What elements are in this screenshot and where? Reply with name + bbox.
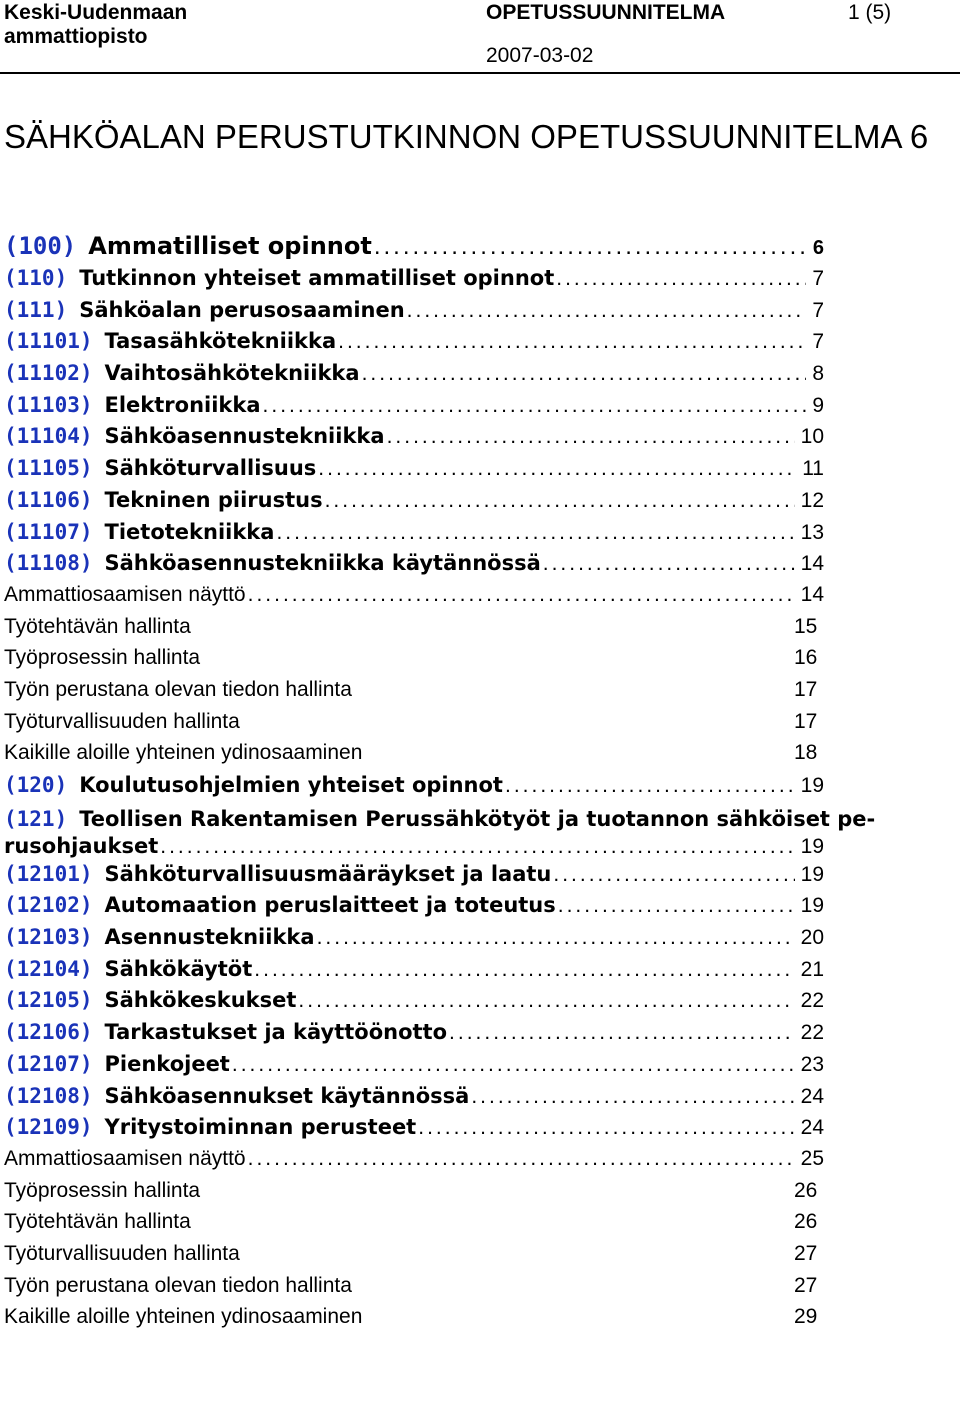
toc-entry-title: Tietotekniikka bbox=[104, 519, 275, 544]
toc-entry-title: Sähkökeskukset bbox=[104, 988, 297, 1013]
toc-entry-page: 18 bbox=[794, 741, 818, 765]
toc-entry[interactable] bbox=[4, 957, 824, 989]
toc-entry-title: Ammatilliset opinnot bbox=[88, 232, 372, 260]
toc-entry-page: 22 bbox=[800, 989, 824, 1013]
toc-entry-page: 26 bbox=[794, 1178, 818, 1202]
page-indicator: 1 (5) bbox=[848, 1, 892, 24]
toc-entry[interactable] bbox=[4, 1115, 824, 1147]
toc-entry[interactable] bbox=[4, 1052, 824, 1084]
dot-leader bbox=[160, 835, 794, 859]
toc-entry-page: 24 bbox=[800, 1116, 824, 1140]
toc-entry[interactable] bbox=[4, 329, 824, 361]
toc-entry-code: (11106) bbox=[4, 487, 93, 512]
toc-entry-code: (12104) bbox=[4, 956, 93, 981]
toc-entry-page: 22 bbox=[800, 1021, 824, 1045]
toc-entry-title: Työprosessin hallinta bbox=[4, 646, 201, 670]
toc-entry[interactable] bbox=[4, 1305, 824, 1337]
toc-entry-page: 7 bbox=[812, 298, 824, 322]
dot-leader bbox=[318, 457, 796, 481]
toc-entry-title: Sähköasennustekniikka käytännössä bbox=[104, 551, 541, 576]
toc-entry-code: (11102) bbox=[4, 361, 93, 386]
toc-entry[interactable] bbox=[4, 266, 824, 298]
toc-entry[interactable] bbox=[4, 893, 824, 925]
toc-entry[interactable] bbox=[4, 773, 824, 805]
toc-entry-page: 24 bbox=[800, 1084, 824, 1108]
toc-entry[interactable] bbox=[4, 520, 824, 552]
dot-leader bbox=[232, 1053, 795, 1077]
toc-entry-code: (12106) bbox=[4, 1020, 93, 1045]
dot-leader bbox=[387, 425, 795, 449]
toc-entry-code: (12108) bbox=[4, 1083, 93, 1108]
toc-entry[interactable] bbox=[4, 1242, 824, 1274]
toc-entry-code: (100) bbox=[4, 232, 77, 260]
organization-name: Keski-Uudenmaan ammattiopisto bbox=[4, 1, 188, 48]
toc-entry-page: 14 bbox=[800, 552, 824, 576]
dot-leader bbox=[317, 926, 795, 950]
toc-entry-code: (11108) bbox=[4, 551, 93, 576]
dot-leader bbox=[418, 1116, 794, 1140]
dot-leader bbox=[553, 863, 794, 887]
dot-leader bbox=[407, 299, 807, 323]
toc-entry[interactable] bbox=[4, 615, 824, 647]
toc-entry-page: 7 bbox=[812, 330, 824, 354]
toc-entry-line bbox=[4, 834, 824, 862]
toc-entry[interactable] bbox=[4, 1274, 824, 1306]
toc-entry-page: 27 bbox=[794, 1273, 818, 1297]
toc-entry-page: 17 bbox=[794, 677, 818, 701]
page-header bbox=[0, 0, 960, 72]
toc-entry[interactable] bbox=[4, 424, 824, 456]
toc-entry[interactable] bbox=[4, 646, 824, 678]
dot-leader bbox=[471, 1085, 794, 1109]
dot-leader bbox=[558, 894, 795, 918]
toc-entry-title: Työn perustana olevan tiedon hallinta bbox=[4, 677, 352, 701]
dot-leader bbox=[505, 774, 795, 798]
toc-entry-code: (12107) bbox=[4, 1051, 93, 1076]
toc-entry-title: Työturvallisuuden hallinta bbox=[4, 709, 240, 733]
toc-entry-code: (12105) bbox=[4, 988, 93, 1013]
toc-entry[interactable] bbox=[4, 678, 824, 710]
toc-entry-page: 29 bbox=[794, 1305, 818, 1329]
toc-entry-code: (12103) bbox=[4, 925, 93, 950]
toc-entry-title: Tasasähkötekniikka bbox=[104, 329, 337, 354]
dot-leader bbox=[298, 989, 794, 1013]
dot-leader bbox=[362, 362, 807, 386]
toc-entry-title: Työtehtävän hallinta bbox=[4, 614, 191, 638]
toc-entry-title: Ammattiosaamisen näyttö bbox=[4, 582, 246, 606]
toc-entry-title: Työtehtävän hallinta bbox=[4, 1210, 191, 1234]
toc-entry-page: 9 bbox=[812, 393, 824, 417]
toc-entry-page: 11 bbox=[802, 457, 824, 481]
toc-entry[interactable] bbox=[4, 805, 876, 862]
toc-entry-code: (12109) bbox=[4, 1115, 93, 1140]
toc-entry-code: (11103) bbox=[4, 392, 93, 417]
toc-entry[interactable] bbox=[4, 298, 824, 330]
document-title: SÄHKÖALAN PERUSTUTKINNON OPETUSSUUNNITELMA 6 bbox=[4, 118, 929, 155]
toc-entry[interactable] bbox=[4, 361, 824, 393]
toc-entry[interactable] bbox=[4, 1147, 824, 1179]
table-of-contents bbox=[4, 232, 876, 1337]
toc-entry-title: Kaikille aloille yhteinen ydinosaaminen bbox=[4, 1305, 363, 1329]
dot-leader bbox=[374, 233, 807, 261]
toc-entry-title: Yritystoiminnan perusteet bbox=[104, 1115, 417, 1140]
dot-leader bbox=[254, 958, 794, 982]
toc-entry-title: Tekninen piirustus bbox=[104, 487, 323, 512]
toc-entry-code: (11105) bbox=[4, 456, 93, 481]
toc-entry-page: 19 bbox=[800, 862, 824, 886]
toc-entry-title: Sähköasennukset käytännössä bbox=[104, 1083, 470, 1108]
toc-entry-code: (111) bbox=[4, 297, 68, 322]
dot-leader bbox=[338, 330, 806, 354]
toc-entry-page: 26 bbox=[794, 1210, 818, 1234]
toc-entry-title: Sähköasennustekniikka bbox=[104, 424, 385, 449]
toc-entry-code: (11104) bbox=[4, 424, 93, 449]
toc-entry[interactable] bbox=[4, 710, 824, 742]
toc-entry-page: 12 bbox=[800, 488, 824, 512]
document-type: OPETUSSUUNNITELMA bbox=[486, 1, 726, 24]
toc-entry-page: 6 bbox=[812, 237, 824, 259]
toc-entry-title: Tutkinnon yhteiset ammatilliset opinnot bbox=[79, 266, 555, 290]
toc-entry-code: (11101) bbox=[4, 329, 93, 354]
toc-entry-page: 21 bbox=[800, 957, 824, 981]
dot-leader bbox=[543, 552, 795, 576]
toc-entry-page: 23 bbox=[800, 1052, 824, 1076]
toc-entry[interactable] bbox=[4, 551, 824, 583]
toc-entry-code: (12102) bbox=[4, 893, 93, 918]
toc-entry-page: 15 bbox=[794, 614, 818, 638]
dot-leader bbox=[325, 489, 795, 513]
toc-entry-page: 19 bbox=[800, 774, 824, 797]
toc-entry-page: 7 bbox=[812, 267, 824, 290]
toc-entry-title: Asennustekniikka bbox=[104, 925, 315, 950]
toc-entry[interactable] bbox=[4, 456, 824, 488]
toc-entry-page: 13 bbox=[800, 520, 824, 544]
toc-entry-page: 8 bbox=[812, 362, 824, 386]
toc-entry-page: 27 bbox=[794, 1241, 818, 1265]
toc-entry-page: 25 bbox=[800, 1146, 824, 1170]
toc-entry-page: 16 bbox=[794, 646, 818, 670]
toc-entry-title: Työn perustana olevan tiedon hallinta bbox=[4, 1273, 352, 1297]
toc-entry-title: Koulutusohjelmien yhteiset opinnot bbox=[79, 773, 503, 797]
toc-entry[interactable] bbox=[4, 1210, 824, 1242]
toc-entry-code: (11107) bbox=[4, 519, 93, 544]
toc-entry[interactable] bbox=[4, 583, 824, 615]
toc-entry-page: 19 bbox=[800, 894, 824, 918]
toc-entry[interactable] bbox=[4, 1084, 824, 1116]
toc-entry-title: Tarkastukset ja käyttöönotto bbox=[104, 1020, 448, 1045]
header-divider bbox=[0, 72, 960, 74]
toc-entry-title: Teollisen Rakentamisen Perussähkötyöt ja tuotannon sähköiset pe- bbox=[79, 806, 876, 831]
toc-entry[interactable] bbox=[4, 1020, 824, 1052]
toc-entry-title: Automaation peruslaitteet ja toteutus bbox=[104, 893, 556, 918]
dot-leader bbox=[248, 583, 795, 607]
toc-entry-code: (110) bbox=[4, 266, 68, 290]
toc-entry-title-continued: rusohjaukset bbox=[4, 833, 159, 858]
dot-leader bbox=[263, 394, 807, 418]
toc-entry-title: Työprosessin hallinta bbox=[4, 1178, 201, 1202]
toc-entry-page: 10 bbox=[800, 425, 824, 449]
toc-entry[interactable] bbox=[4, 741, 824, 773]
toc-entry-page: 14 bbox=[800, 582, 824, 606]
toc-entry[interactable] bbox=[4, 862, 824, 894]
toc-entry-code: (120) bbox=[4, 773, 68, 797]
toc-entry-title: Pienkojeet bbox=[104, 1051, 230, 1076]
toc-entry[interactable] bbox=[4, 1179, 824, 1211]
toc-entry-title: Ammattiosaamisen näyttö bbox=[4, 1146, 246, 1170]
toc-entry-title: Sähkökäytöt bbox=[104, 956, 253, 981]
toc-entry[interactable] bbox=[4, 988, 824, 1020]
toc-entry-page: 19 bbox=[800, 834, 824, 858]
document-date: 2007-03-02 bbox=[486, 44, 594, 67]
toc-entry[interactable] bbox=[4, 232, 824, 266]
toc-entry-title: Sähköturvallisuusmääräykset ja laatu bbox=[104, 861, 552, 886]
toc-entry-line bbox=[4, 805, 876, 834]
toc-entry[interactable] bbox=[4, 393, 824, 425]
toc-entry-title: Kaikille aloille yhteinen ydinosaaminen bbox=[4, 741, 363, 765]
dot-leader bbox=[449, 1021, 795, 1045]
dot-leader bbox=[248, 1147, 795, 1171]
toc-entry-code: (121) bbox=[4, 806, 68, 831]
dot-leader bbox=[556, 267, 806, 291]
toc-entry[interactable] bbox=[4, 925, 824, 957]
toc-entry-title: Sähköalan perusosaaminen bbox=[79, 297, 405, 322]
toc-entry-page: 20 bbox=[800, 926, 824, 950]
toc-entry-title: Työturvallisuuden hallinta bbox=[4, 1241, 240, 1265]
toc-entry-title: Sähköturvallisuus bbox=[104, 456, 317, 481]
toc-entry-code: (12101) bbox=[4, 861, 93, 886]
toc-entry-page: 17 bbox=[794, 709, 818, 733]
toc-entry-title: Elektroniikka bbox=[104, 392, 261, 417]
toc-entry[interactable] bbox=[4, 488, 824, 520]
dot-leader bbox=[276, 521, 794, 545]
toc-entry-title: Vaihtosähkötekniikka bbox=[104, 361, 360, 386]
